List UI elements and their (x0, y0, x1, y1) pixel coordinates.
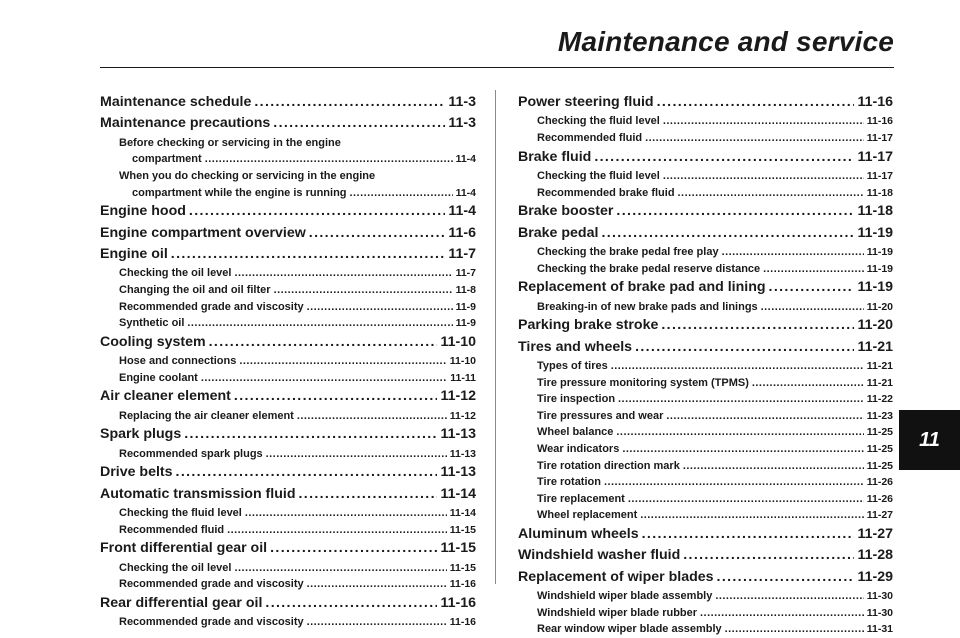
toc-sub-entry[interactable]: When you do checking or servicing in the engine (119, 170, 376, 182)
toc-sub-entry[interactable] (518, 491, 893, 508)
toc-entry-label: Replacement of wiper blades (518, 568, 714, 585)
toc-main-entry[interactable] (100, 332, 476, 353)
toc-page-number: 11-25 (866, 426, 893, 439)
toc-page-number: 11-13 (440, 464, 476, 481)
toc-leader-dots (209, 332, 438, 353)
toc-leader-dots (611, 358, 864, 375)
toc-entry-label: Brake booster (518, 203, 614, 220)
toc-page-number: 11-19 (857, 224, 893, 241)
toc-entry-label: Checking the oil level (119, 561, 232, 574)
toc-entry-label: Types of tires (537, 360, 608, 372)
toc-leader-dots (763, 261, 864, 278)
toc-leader-dots (184, 424, 437, 445)
toc-sub-entry[interactable] (518, 358, 893, 375)
toc-page-number: 11-21 (866, 360, 893, 372)
toc-entry-label: Engine oil (100, 246, 168, 262)
toc-sub-entry[interactable] (100, 505, 476, 522)
toc-main-entry[interactable] (100, 424, 476, 445)
toc-page-number: 11-17 (866, 170, 893, 182)
toc-leader-dots (297, 408, 447, 425)
toc-leader-dots (234, 560, 446, 577)
toc-page-number: 11-14 (440, 485, 476, 502)
toc-leader-dots (273, 113, 445, 134)
toc-sub-entry[interactable] (518, 474, 893, 491)
toc-sub-entry[interactable] (518, 588, 893, 605)
toc-leader-dots (663, 113, 864, 130)
toc-leader-dots (274, 282, 453, 299)
toc-leader-dots (604, 474, 864, 491)
toc-leader-dots (176, 462, 438, 483)
toc-page-number: 11-16 (440, 594, 476, 611)
toc-leader-dots (307, 576, 447, 593)
toc-sub-entry[interactable] (518, 458, 893, 475)
toc-sub-entry[interactable] (518, 130, 893, 147)
toc-sub-entry[interactable] (518, 621, 893, 638)
toc-entry-label: Engine coolant (119, 371, 198, 384)
toc-leader-dots (594, 147, 854, 168)
toc-entry-label: Recommended grade and viscosity (119, 300, 304, 313)
toc-entry-label: Replacement of brake pad and lining (518, 279, 766, 296)
toc-leader-dots (307, 299, 453, 316)
toc-entry-label: Recommended brake fluid (537, 186, 675, 199)
toc-entry-label: Windshield wiper blade rubber (537, 606, 698, 619)
toc-page-number: 11-29 (857, 568, 893, 585)
toc-sub-entry[interactable] (518, 391, 893, 408)
toc-page-number: 11-23 (866, 409, 893, 422)
toc-page-number: 11-28 (857, 547, 893, 564)
toc-page-number: 11-4 (455, 186, 476, 199)
toc-leader-dots (265, 593, 437, 614)
toc-leader-dots (601, 223, 854, 244)
toc-leader-dots (761, 299, 864, 316)
toc-page-number: 11-27 (857, 525, 893, 542)
toc-entry-label: Checking the fluid level (537, 170, 660, 182)
toc-entry-label: Checking the brake pedal free play (537, 246, 719, 258)
toc-main-entry[interactable] (100, 201, 476, 222)
toc-page-number: 11-21 (857, 338, 893, 355)
toc-entry-label: Hose and connections (119, 355, 237, 368)
toc-page-number: 11-15 (449, 523, 476, 536)
toc-page-number: 11-30 (866, 606, 893, 619)
toc-page-number: 11-27 (866, 509, 893, 522)
toc-page-number: 11-7 (448, 246, 476, 262)
toc-leader-dots (309, 223, 446, 244)
toc-page-number: 11-11 (450, 371, 476, 384)
toc-main-entry[interactable] (518, 92, 893, 113)
toc-main-entry[interactable] (518, 315, 893, 336)
toc-entry-label: Maintenance schedule (100, 94, 252, 110)
toc-entry-label: Tire replacement (537, 492, 625, 505)
toc-leader-dots (618, 391, 864, 408)
toc-entry-label: Engine hood (100, 203, 186, 220)
toc-sub-entry[interactable] (518, 244, 893, 261)
toc-sub-entry-cont[interactable] (100, 185, 476, 202)
toc-sub-entry[interactable] (518, 375, 893, 392)
toc-page-number: 11-20 (857, 317, 893, 334)
toc-page-number: 11-3 (448, 115, 476, 132)
toc-page-number: 11-31 (866, 623, 893, 636)
toc-entry-label: Checking the fluid level (537, 115, 660, 128)
toc-entry-label: Tires and wheels (518, 338, 633, 355)
toc-page-number: 11-16 (857, 94, 893, 110)
toc-page-number: 11-14 (449, 507, 476, 520)
toc-leader-dots (725, 621, 864, 638)
toc-leader-dots (201, 370, 447, 387)
toc-sub-entry[interactable] (100, 370, 476, 387)
toc-entry-label: compartment while the engine is running (132, 186, 347, 199)
toc-page-number: 11-7 (455, 267, 476, 280)
toc-leader-dots (700, 605, 864, 622)
toc-leader-dots (642, 524, 855, 545)
toc-page-number: 11-20 (866, 300, 893, 313)
toc-page-number: 11-15 (449, 561, 476, 574)
toc-entry-label: Rear differential gear oil (100, 594, 263, 611)
toc-column-left (100, 92, 476, 631)
toc-page-number: 11-10 (449, 355, 476, 368)
toc-entry-label: Windshield wiper blade assembly (537, 590, 713, 603)
toc-entry-label: Recommended fluid (119, 523, 225, 536)
toc-main-entry[interactable] (518, 545, 893, 566)
toc-main-entry[interactable] (100, 113, 476, 134)
toc-leader-dots (227, 522, 447, 539)
toc-leader-dots (722, 244, 864, 261)
page-title: Maintenance and service (557, 26, 894, 57)
toc-page-number: 11-16 (449, 578, 476, 591)
toc-page-number: 11-30 (866, 590, 893, 603)
toc-entry-label: Tire pressure monitoring system (TPMS) (537, 376, 749, 389)
toc-page-number: 11-19 (866, 246, 893, 258)
toc-page-number: 11-9 (455, 300, 476, 313)
toc-leader-dots (683, 545, 854, 566)
toc-entry-label: Checking the brake pedal reserve distance (537, 262, 761, 275)
toc-sub-entry[interactable] (100, 353, 476, 370)
toc-entry-label: Aluminum wheels (518, 525, 639, 542)
toc-entry-label: Power steering fluid (518, 94, 654, 110)
toc-leader-dots (245, 505, 447, 522)
toc-leader-dots (640, 507, 863, 524)
toc-entry-label: Tire inspection (537, 393, 616, 406)
toc-entry-label: Wheel replacement (537, 509, 638, 522)
toc-entry-label: Tire pressures and wear (537, 409, 664, 422)
toc-entry-label: Rear window wiper blade assembly (537, 623, 722, 636)
toc-leader-dots (622, 441, 863, 458)
toc-sub-entry[interactable] (100, 265, 476, 282)
toc-leader-dots (187, 315, 452, 332)
toc-main-entry[interactable] (100, 92, 476, 113)
toc-entry-label: Wear indicators (537, 442, 620, 455)
toc-leader-dots (616, 201, 854, 222)
toc-main-entry[interactable] (100, 484, 476, 505)
toc-page-number: 11-19 (857, 279, 893, 296)
column-divider (495, 90, 496, 584)
toc-page-number: 11-4 (455, 153, 476, 166)
toc-sub-entry[interactable] (100, 315, 476, 332)
toc-sub-entry[interactable]: Before checking or servicing in the engine (119, 136, 341, 149)
toc-leader-dots (661, 315, 854, 336)
toc-entry-label: Brake pedal (518, 224, 599, 241)
toc-entry-label: Recommended fluid (537, 132, 643, 144)
toc-entry-label: Air cleaner element (100, 388, 231, 405)
toc-entry-label: Recommended grade and viscosity (119, 578, 304, 591)
toc-leader-dots (171, 244, 446, 265)
toc-entry-label: Front differential gear oil (100, 540, 268, 557)
toc-entry-label: Tire rotation (537, 476, 601, 489)
toc-leader-dots (239, 353, 446, 370)
toc-page-number: 11-25 (866, 459, 893, 472)
toc-main-entry[interactable] (518, 147, 893, 168)
toc-entry-label: Checking the fluid level (119, 507, 242, 520)
toc-sub-entry[interactable] (518, 408, 893, 425)
toc-page-number: 11-16 (449, 616, 476, 629)
toc-leader-dots (752, 375, 864, 392)
toc-main-entry[interactable] (518, 201, 893, 222)
toc-page-number: 11-12 (440, 388, 476, 405)
toc-entry-label: Cooling system (100, 333, 206, 350)
toc-leader-dots (189, 201, 445, 222)
toc-leader-dots (234, 386, 438, 407)
toc-entry-label: Spark plugs (100, 426, 182, 443)
toc-page-number: 11-3 (448, 94, 476, 110)
toc-main-entry[interactable] (518, 277, 893, 298)
toc-sub-entry[interactable] (518, 168, 893, 185)
toc-leader-dots (254, 92, 445, 113)
toc-entry-label: Maintenance precautions (100, 115, 271, 132)
toc-entry-label: Changing the oil and oil filter (119, 284, 271, 296)
toc-page-number: 11-26 (866, 492, 893, 505)
toc-sub-entry[interactable] (100, 560, 476, 577)
toc-entry-label: Wheel balance (537, 426, 614, 439)
toc-leader-dots (769, 277, 855, 298)
toc-leader-dots (205, 151, 453, 168)
toc-page-number: 11-22 (866, 393, 893, 406)
toc-sub-entry[interactable] (518, 441, 893, 458)
toc-sub-entry[interactable] (100, 282, 476, 299)
toc-page-number: 11-8 (455, 284, 476, 296)
toc-sub-entry[interactable] (518, 185, 893, 202)
toc-entry-label: Replacing the air cleaner element (119, 409, 294, 422)
toc-page-number: 11-18 (866, 186, 893, 199)
toc-page-number: 11-26 (866, 476, 893, 489)
toc-leader-dots (715, 588, 863, 605)
toc-sub-entry[interactable] (518, 261, 893, 278)
toc-sub-entry[interactable] (100, 522, 476, 539)
toc-entry-label: Recommended grade and viscosity (119, 616, 304, 629)
toc-leader-dots (266, 446, 447, 463)
toc-sub-entry[interactable] (518, 507, 893, 524)
toc-leader-dots (307, 614, 447, 631)
toc-sub-entry[interactable] (518, 113, 893, 130)
toc-page-number: 11-17 (866, 132, 893, 144)
toc-sub-entry[interactable] (518, 424, 893, 441)
toc-entry-label: Brake fluid (518, 148, 592, 165)
title-rule (100, 67, 894, 68)
toc-main-entry[interactable] (100, 462, 476, 483)
toc-main-entry[interactable] (518, 567, 893, 588)
toc-entry-label: Checking the oil level (119, 267, 232, 280)
toc-leader-dots (350, 185, 453, 202)
toc-main-entry[interactable] (100, 538, 476, 559)
toc-entry-label: Recommended spark plugs (119, 447, 263, 460)
toc-entry-label: Synthetic oil (119, 317, 185, 330)
toc-leader-dots (628, 491, 864, 508)
toc-sub-entry[interactable] (100, 408, 476, 425)
toc-page-number: 11-18 (857, 203, 893, 220)
toc-leader-dots (299, 484, 438, 505)
toc-page-number: 11-13 (449, 447, 476, 460)
toc-page-number: 11-17 (857, 148, 893, 165)
toc-sub-entry-cont[interactable] (100, 151, 476, 168)
toc-column-right (518, 92, 893, 638)
toc-sub-entry[interactable] (100, 299, 476, 316)
toc-sub-entry[interactable] (518, 299, 893, 316)
toc-page-number: 11-12 (449, 409, 476, 422)
toc-main-entry[interactable] (100, 244, 476, 265)
toc-sub-entry[interactable] (100, 614, 476, 631)
toc-page-number: 11-16 (866, 115, 893, 128)
toc-leader-dots (683, 458, 864, 475)
toc-leader-dots (678, 185, 864, 202)
toc-main-entry[interactable] (518, 524, 893, 545)
toc-leader-dots (645, 130, 864, 147)
toc-entry-label: Automatic transmission fluid (100, 485, 296, 502)
toc-leader-dots (234, 265, 452, 282)
toc-page-number: 11-9 (455, 317, 476, 330)
toc-entry-label: Parking brake stroke (518, 317, 659, 334)
toc-sub-entry[interactable] (100, 576, 476, 593)
toc-page-number: 11-4 (448, 203, 476, 220)
toc-main-entry[interactable] (100, 386, 476, 407)
toc-page-number: 11-6 (448, 224, 476, 241)
toc-entry-label: Drive belts (100, 464, 173, 481)
toc-page-number: 11-21 (866, 376, 893, 389)
toc-entry-label: Tire rotation direction mark (537, 459, 680, 472)
toc-leader-dots (657, 92, 855, 113)
toc-leader-dots (270, 538, 437, 559)
toc-main-entry[interactable] (518, 223, 893, 244)
toc-sub-entry[interactable] (518, 605, 893, 622)
toc-leader-dots (663, 168, 864, 185)
toc-page-number: 11-13 (440, 426, 476, 443)
toc-page-number: 11-19 (866, 262, 893, 275)
toc-entry-label: compartment (132, 153, 202, 166)
toc-main-entry[interactable] (100, 223, 476, 244)
toc-entry-label: Breaking-in of new brake pads and linings (537, 300, 758, 313)
toc-sub-entry[interactable] (100, 446, 476, 463)
toc-leader-dots (635, 337, 854, 358)
toc-leader-dots (717, 567, 855, 588)
toc-main-entry[interactable] (100, 593, 476, 614)
toc-entry-label: Engine compartment overview (100, 224, 306, 241)
toc-page-number: 11-15 (440, 540, 476, 557)
toc-page-number: 11-10 (440, 333, 476, 350)
chapter-tab[interactable]: 11 (899, 410, 960, 470)
toc-leader-dots (666, 408, 863, 425)
toc-leader-dots (616, 424, 863, 441)
toc-page-number: 11-25 (866, 442, 893, 455)
toc-entry-label: Windshield washer fluid (518, 547, 681, 564)
toc-main-entry[interactable] (518, 337, 893, 358)
